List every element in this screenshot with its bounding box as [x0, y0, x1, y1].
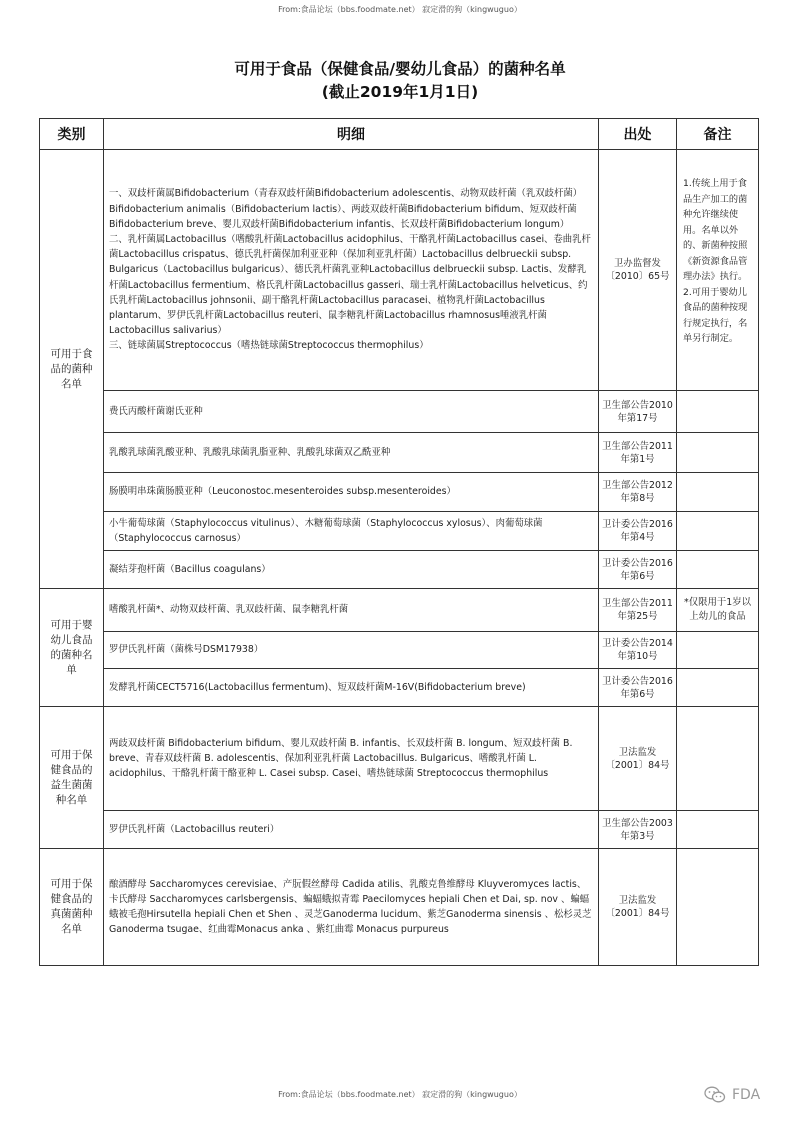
table-row	[40, 669, 759, 707]
category-cell: 可用于婴幼儿食品的菌种名单	[40, 589, 104, 707]
note-cell	[677, 150, 759, 391]
table-row	[40, 707, 759, 811]
page-subtitle: (截止2019年1月1日)	[321, 83, 479, 101]
note-line: 2.可用于婴幼儿食品的菌种按现行规定执行，名单另行制定。	[683, 286, 748, 344]
wechat-icon	[704, 1086, 726, 1104]
source-cell: 卫计委公告2016年第4号	[599, 512, 677, 551]
detail-cell: 罗伊氏乳杆菌（菌株号DSM17938）	[104, 632, 599, 669]
detail-line: 一、双歧杆菌属Bifidobacterium（青春双歧杆菌Bifidobacterium adolescentis、动物双歧杆菌（乳双歧杆菌）Bifidobacterium animalis（Bifidobacterium lactis）、两歧双歧杆菌Bifidobacterium bifidum、短双歧杆菌Bifidobacterium breve、婴儿双歧杆菌Bifidobacterium infantis、长双歧杆菌Bifidobacterium longum）	[109, 188, 583, 230]
strain-table	[39, 118, 759, 966]
detail-cell: 乳酸乳球菌乳酸亚种、乳酸乳球菌乳脂亚种、乳酸乳球菌双乙酰亚种	[104, 433, 599, 473]
detail-cell: 凝结芽孢杆菌（Bacillus coagulans）	[104, 551, 599, 589]
note-cell	[677, 433, 759, 473]
category-cell: 可用于保健食品的益生菌菌种名单	[40, 707, 104, 849]
source-cell: 卫生部公告2012年第8号	[599, 473, 677, 512]
page-title: 可用于食品（保健食品/婴幼儿食品）的菌种名单	[234, 60, 566, 78]
detail-cell: 费氏丙酸杆菌谢氏亚种	[104, 391, 599, 433]
table-row	[40, 391, 759, 433]
source-cell: 卫生部公告2011年第25号	[599, 589, 677, 632]
note-cell	[677, 707, 759, 811]
note-cell	[677, 391, 759, 433]
col-header-note: 备注	[677, 119, 759, 150]
note-cell: *仅限用于1岁以上幼儿的食品	[677, 589, 759, 632]
header-source: From:食品论坛（bbs.foodmate.net） 寂定滑的狗（kingwuguo）	[278, 5, 522, 14]
detail-cell: 酿酒酵母 Saccharomyces cerevisiae、产朊假丝酵母 Cadida atilis、乳酸克鲁维酵母 Kluyveromyces lactis、卡氏酵母 Saccharomyces carlsbergensis、蝙蝠蛾拟青霉 Paecilomyces hepiali Chen et Dai, sp. nov 、蝙蝠蛾被毛孢Hirsutella hepiali Chen et Shen 、灵芝Ganoderma lucidum、紫芝Ganoderma sinensis 、松杉灵芝Ganoderma tsugae、红曲霉Monacus anka 、紫红曲霉 Monacus purpureus	[104, 849, 599, 966]
table-row	[40, 551, 759, 589]
detail-cell: 嗜酸乳杆菌*、动物双歧杆菌、乳双歧杆菌、鼠李糖乳杆菌	[104, 589, 599, 632]
watermark-text: FDA	[732, 1087, 761, 1103]
source-cell: 卫计委公告2016年第6号	[599, 551, 677, 589]
table-row	[40, 811, 759, 849]
source-cell: 卫办监督发〔2010〕65号	[599, 150, 677, 391]
footer-source: From:食品论坛（bbs.foodmate.net） 寂定滑的狗（kingwuguo）	[278, 1090, 522, 1099]
detail-cell: 罗伊氏乳杆菌（Lactobacillus reuteri）	[104, 811, 599, 849]
table-header-row	[40, 119, 759, 150]
source-cell: 卫法监发〔2001〕84号	[599, 849, 677, 966]
detail-cell	[104, 150, 599, 391]
note-line: 1.传统上用于食品生产加工的菌种允许继续使用。名单以外的、新菌种按照《新资源食品管理办法》执行。	[683, 178, 748, 282]
detail-cell: 小牛葡萄球菌（Staphylococcus vitulinus）、木糖葡萄球菌（Staphylococcus xylosus）、肉葡萄球菌（Staphylococcus carnosus）	[104, 512, 599, 551]
category-cell: 可用于食品的菌种名单	[40, 150, 104, 589]
table-row	[40, 632, 759, 669]
table-row	[40, 849, 759, 966]
note-cell	[677, 632, 759, 669]
note-cell	[677, 669, 759, 707]
category-cell: 可用于保健食品的真菌菌种名单	[40, 849, 104, 966]
note-cell	[677, 811, 759, 849]
source-cell: 卫计委公告2016年第6号	[599, 669, 677, 707]
table-row	[40, 433, 759, 473]
watermark	[704, 1086, 760, 1104]
source-cell: 卫计委公告2014年第10号	[599, 632, 677, 669]
source-cell: 卫生部公告2011年第1号	[599, 433, 677, 473]
col-header-category: 类别	[40, 119, 104, 150]
detail-cell: 肠膜明串珠菌肠膜亚种（Leuconostoc.mesenteroides subsp.mesenteroides）	[104, 473, 599, 512]
table-row	[40, 150, 759, 391]
table-row	[40, 473, 759, 512]
source-cell: 卫法监发〔2001〕84号	[599, 707, 677, 811]
col-header-detail: 明细	[104, 119, 599, 150]
source-cell: 卫生部公告2003年第3号	[599, 811, 677, 849]
detail-cell: 两歧双歧杆菌 Bifidobacterium bifidum、婴儿双歧杆菌 B. infantis、长双歧杆菌 B. longum、短双歧杆菌 B. breve、青春双歧杆菌 B. adolescentis、保加利亚乳杆菌 Lactobacillus. Bulgaricus、嗜酸乳杆菌 L. acidophilus、干酪乳杆菌干酪亚种 L. Casei subsp. Casei、嗜热链球菌 Streptococcus thermophilus	[104, 707, 599, 811]
note-cell	[677, 551, 759, 589]
source-cell: 卫生部公告2010年第17号	[599, 391, 677, 433]
note-cell	[677, 512, 759, 551]
note-cell	[677, 473, 759, 512]
col-header-source: 出处	[599, 119, 677, 150]
note-cell	[677, 849, 759, 966]
detail-line: 二、乳杆菌属Lactobacillus（嗜酸乳杆菌Lactobacillus acidophilus、干酪乳杆菌Lactobacillus casei、卷曲乳杆菌Lactobacillus crispatus、德氏乳杆菌保加利亚亚种（保加利亚乳杆菌）Lactobacillus delbrueckii subsp. Bulgaricus（Lactobacillus bulgaricus）、德氏乳杆菌乳亚种Lactobacillus delbrueckii subsp. Lactis、发酵乳杆菌Lactobacillus fermentium、格氏乳杆菌Lactobacillus gasseri、瑞士乳杆菌Lactobacillus helveticus、约氏乳杆菌Lactobacillus johnsonii、副干酪乳杆菌Lactobacillus paracasei、植物乳杆菌Lactobacillus plantarum、罗伊氏乳杆菌Lactobacillus reuteri、鼠李糖乳杆菌Lactobacillus rhamnosus唾液乳杆菌Lactobacillus salivarius）	[109, 233, 591, 337]
table-row	[40, 589, 759, 632]
table-row	[40, 512, 759, 551]
detail-line: 三、链球菌属Streptococcus（嗜热链球菌Streptococcus thermophilus）	[109, 340, 429, 352]
detail-cell: 发酵乳杆菌CECT5716(Lactobacillus fermentum)、短双歧杆菌M-16V(Bifidobacterium breve)	[104, 669, 599, 707]
